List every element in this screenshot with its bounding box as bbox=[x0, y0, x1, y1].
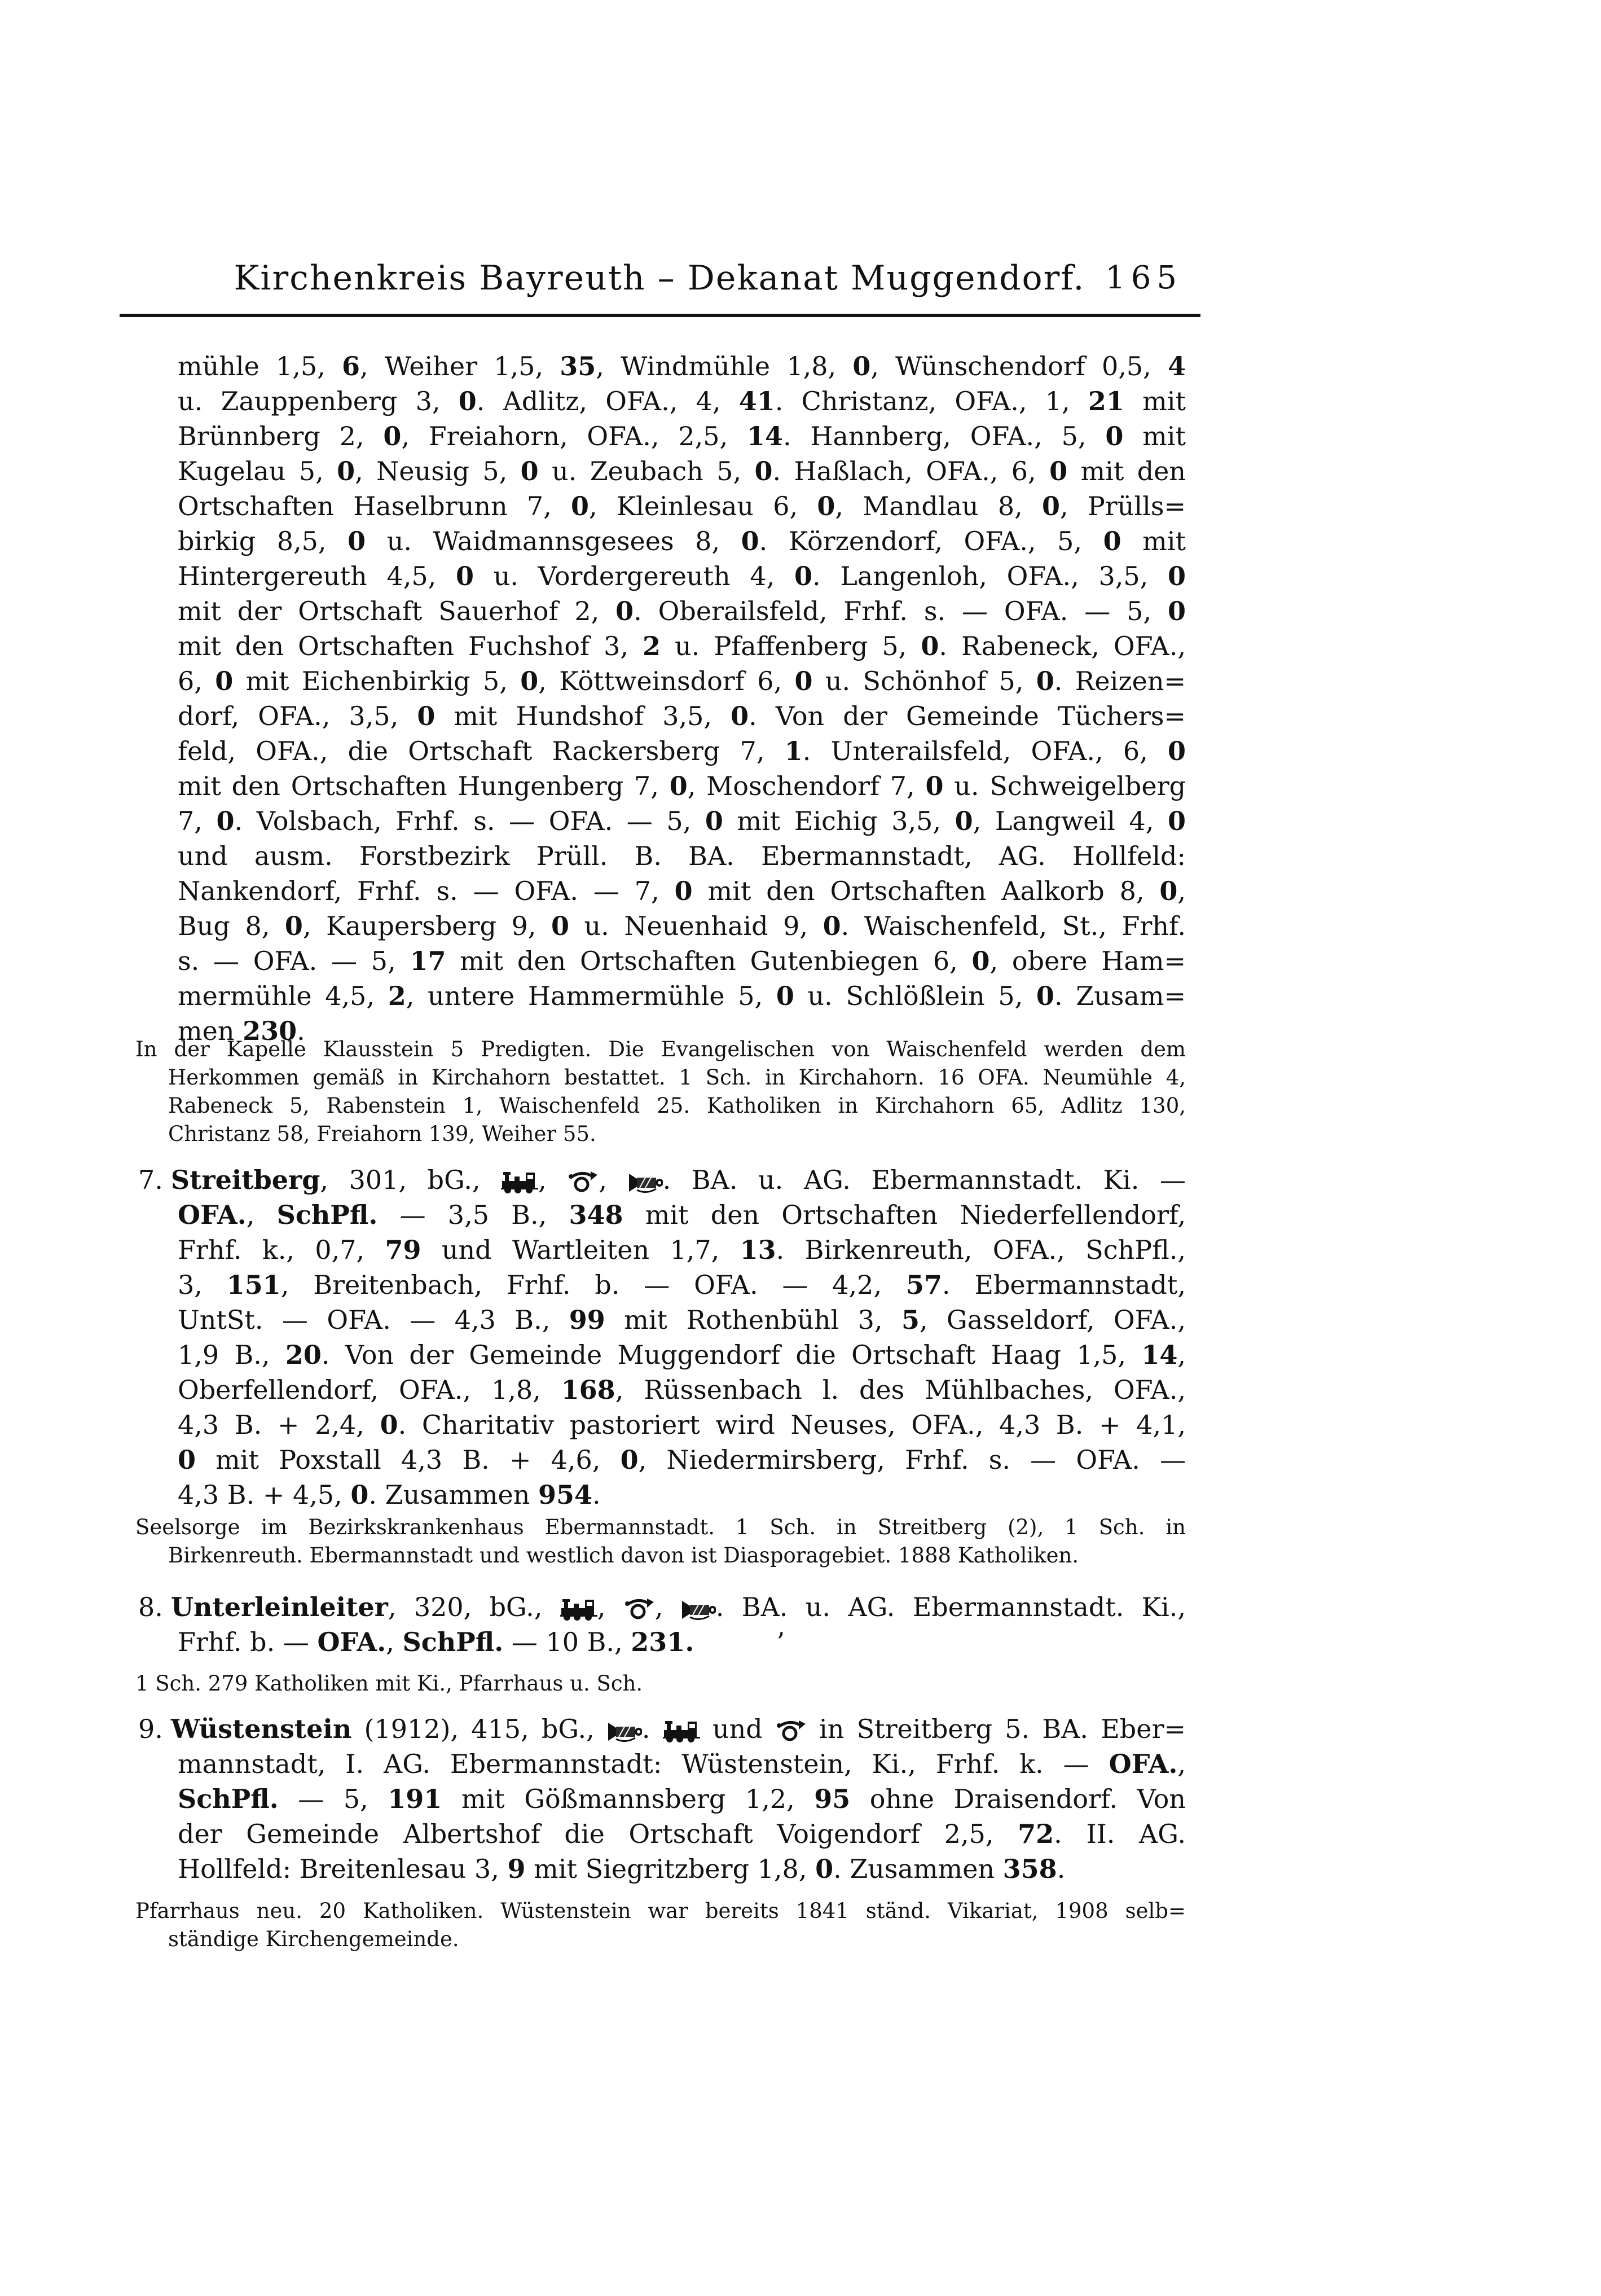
text-line: Hollfeld: Breitenlesau 3, 9 mit Siegritzberg 1,8, 0. Zusammen 358. bbox=[178, 1854, 1066, 1884]
bold-text: 5 bbox=[901, 1305, 920, 1335]
bold-text: 0 bbox=[551, 911, 569, 941]
text-line: ständige Kirchengemeinde. bbox=[168, 1927, 459, 1951]
bold-text: 0 bbox=[955, 806, 973, 836]
bold-text: 0 bbox=[794, 666, 813, 696]
bold-text: 0 bbox=[350, 1480, 369, 1510]
text-line: 1,9 B., 20. Von der Gemeinde Muggendorf die Ortschaft Haag 1,5, 14, bbox=[178, 1340, 1186, 1370]
bold-text: 0 bbox=[284, 911, 303, 941]
text-line: 7. Streitberg, 301, bG., , , . BA. u. AG. Ebermannstadt. Ki. — bbox=[138, 1162, 1186, 1197]
bold-text: 954 bbox=[538, 1480, 593, 1510]
bold-text: 6 bbox=[341, 351, 360, 381]
locomotive-icon bbox=[501, 1169, 538, 1194]
posthorn-icon bbox=[567, 1169, 599, 1194]
bold-text: 0 bbox=[925, 771, 944, 801]
text-line: In der Kapelle Klausstein 5 Predigten. Die Evangelischen von Waischenfeld werden dem bbox=[135, 1037, 1186, 1061]
bold-text: 0 bbox=[1167, 561, 1186, 591]
bold-text: Unterleinleiter bbox=[170, 1592, 388, 1622]
bold-text: 17 bbox=[410, 946, 446, 976]
bold-text: 0 bbox=[731, 701, 749, 731]
bold-text: 231. bbox=[631, 1627, 694, 1657]
bold-text: 0 bbox=[1036, 981, 1054, 1011]
text-line: Herkommen gemäß in Kirchahorn bestattet. 1 Sch. in Kirchahorn. 16 OFA. Neumühle 4, bbox=[168, 1065, 1186, 1090]
bold-text: 0 bbox=[815, 1854, 834, 1884]
bold-text: SchPfl. bbox=[276, 1200, 378, 1230]
locomotive-icon bbox=[663, 1718, 700, 1743]
bold-text: 191 bbox=[388, 1784, 442, 1814]
text-line: u. Zauppenberg 3, 0. Adlitz, OFA., 4, 41. Christanz, OFA., 1, 21 mit bbox=[178, 386, 1186, 416]
text-line: birkig 8,5, 0 u. Waidmannsgesees 8, 0. Körzendorf, OFA., 5, 0 mit bbox=[178, 526, 1186, 556]
text-line: 4,3 B. + 2,4, 0. Charitativ pastoriert wird Neuses, OFA., 4,3 B. + 4,1, bbox=[178, 1410, 1186, 1440]
text-line: der Gemeinde Albertshof die Ortschaft Voigendorf 2,5, 72. II. AG. bbox=[178, 1819, 1186, 1849]
bold-text: 2 bbox=[643, 631, 661, 661]
text-line: Kugelau 5, 0, Neusig 5, 0 u. Zeubach 5, 0. Haßlach, OFA., 6, 0 mit den bbox=[178, 456, 1186, 486]
text-line: mannstadt, I. AG. Ebermannstadt: Wüstenstein, Ki., Frhf. k. — OFA., bbox=[178, 1749, 1186, 1779]
text-line: 8. Unterleinleiter, 320, bG., , , . BA. u. AG. Ebermannstadt. Ki., bbox=[138, 1590, 1186, 1625]
telegraph-icon bbox=[607, 1720, 642, 1743]
telegraph-icon bbox=[628, 1171, 663, 1194]
bold-text: 0 bbox=[1168, 806, 1186, 836]
bold-text: 348 bbox=[569, 1200, 623, 1230]
bold-text: 0 bbox=[348, 526, 366, 556]
text-line: mit den Ortschaften Hungenberg 7, 0, Moschendorf 7, 0 u. Schweigelberg bbox=[178, 771, 1186, 801]
bold-text: 230 bbox=[243, 1016, 297, 1046]
text-line: s. — OFA. — 5, 17 mit den Ortschaften Gutenbiegen 6, 0, obere Ham= bbox=[178, 946, 1186, 976]
bold-text: 0 bbox=[1103, 526, 1121, 556]
page-header bbox=[120, 253, 1199, 304]
bold-text: 0 bbox=[380, 1410, 398, 1440]
entry-number: 7. bbox=[138, 1165, 163, 1195]
bold-text: 0 bbox=[705, 806, 723, 836]
text-line: Birkenreuth. Ebermannstadt und westlich davon ist Diasporagebiet. 1888 Katholiken. bbox=[168, 1543, 1079, 1568]
bold-text: 0 bbox=[383, 421, 402, 451]
bold-text: 0 bbox=[570, 491, 589, 521]
bold-text: 0 bbox=[458, 386, 477, 416]
bold-text: Wüstenstein bbox=[170, 1714, 352, 1744]
entry-number: 9. bbox=[138, 1714, 163, 1744]
note-klausstein bbox=[135, 1035, 1186, 1148]
bold-text: 0 bbox=[817, 491, 835, 521]
text-line: 6, 0 mit Eichenbirkig 5, 0, Köttweinsdorf 6, 0 u. Schönhof 5, 0. Reizen= bbox=[178, 666, 1186, 696]
text-line: mit den Ortschaften Fuchshof 3, 2 u. Pfaffenberg 5, 0. Rabeneck, OFA., bbox=[178, 631, 1186, 661]
entry-7-streitberg bbox=[138, 1162, 1186, 1512]
entry-continuation-kirchahorn bbox=[178, 349, 1186, 1048]
text-line: Bug 8, 0, Kaupersberg 9, 0 u. Neuenhaid 9, 0. Waischenfeld, St., Frhf. bbox=[178, 911, 1186, 941]
entry-8-unterleinleiter bbox=[138, 1590, 1186, 1660]
text-line: dorf, OFA., 3,5, 0 mit Hundshof 3,5, 0. Von der Gemeinde Tüchers= bbox=[178, 701, 1186, 731]
text-line: men 230. bbox=[178, 1016, 305, 1046]
bold-text: 41 bbox=[738, 386, 775, 416]
note-wuestenstein bbox=[135, 1897, 1186, 1953]
text-line: 9. Wüstenstein (1912), 415, bG., . und in Streitberg 5. BA. Eber= bbox=[138, 1711, 1186, 1746]
bold-text: 0 bbox=[1167, 596, 1186, 626]
text-line: mühle 1,5, 6, Weiher 1,5, 35, Windmühle 1,8, 0, Wünschendorf 0,5, 4 bbox=[178, 351, 1186, 381]
text-line: 4,3 B. + 4,5, 0. Zusammen 954. bbox=[178, 1480, 601, 1510]
text-line: 3, 151, Breitenbach, Frhf. b. — OFA. — 4,2, 57. Ebermannstadt, bbox=[178, 1270, 1186, 1300]
bold-text: 0 bbox=[971, 946, 990, 976]
bold-text: 0 bbox=[215, 666, 234, 696]
posthorn-icon bbox=[623, 1596, 655, 1621]
bold-text: 57 bbox=[905, 1270, 942, 1300]
bold-text: 0 bbox=[776, 981, 794, 1011]
bold-text: 0 bbox=[852, 351, 871, 381]
text-line: Nankendorf, Frhf. s. — OFA. — 7, 0 mit den Ortschaften Aalkorb 8, 0, bbox=[178, 876, 1186, 906]
bold-text: 0 bbox=[674, 876, 693, 906]
bold-text: 0 bbox=[417, 701, 436, 731]
entry-number: 8. bbox=[138, 1592, 163, 1622]
bold-text: 0 bbox=[669, 771, 688, 801]
bold-text: 79 bbox=[385, 1235, 421, 1265]
text-line: OFA., SchPfl. — 3,5 B., 348 mit den Ortschaften Niederfellendorf, bbox=[178, 1200, 1186, 1230]
text-line: UntSt. — OFA. — 4,3 B., 99 mit Rothenbühl 3, 5, Gasseldorf, OFA., bbox=[178, 1305, 1186, 1335]
bold-text: 0 bbox=[1041, 491, 1060, 521]
text-line: Ortschaften Haselbrunn 7, 0, Kleinlesau 6, 0, Mandlau 8, 0, Prülls= bbox=[178, 491, 1186, 521]
bold-text: OFA. bbox=[317, 1627, 386, 1657]
bold-text: 9 bbox=[507, 1854, 526, 1884]
page-number: 165 bbox=[1105, 260, 1182, 296]
posthorn-icon bbox=[775, 1718, 807, 1743]
bold-text: 168 bbox=[561, 1375, 615, 1405]
bold-text: 1 bbox=[784, 736, 803, 766]
telegraph-icon bbox=[681, 1599, 716, 1621]
entry-9-wuestenstein bbox=[138, 1711, 1186, 1886]
bold-text: OFA. bbox=[1109, 1749, 1178, 1779]
bold-text: 14 bbox=[746, 421, 783, 451]
note-streitberg bbox=[135, 1513, 1186, 1570]
bold-text: SchPfl. bbox=[178, 1784, 279, 1814]
text-line: und ausm. Forstbezirk Prüll. B. BA. Ebermannstadt, AG. Hollfeld: bbox=[178, 841, 1186, 871]
header-rule bbox=[120, 314, 1200, 317]
locomotive-icon bbox=[560, 1596, 597, 1621]
bold-text: 0 bbox=[741, 526, 759, 556]
text-line: Oberfellendorf, OFA., 1,8, 168, Rüssenbach l. des Mühlbaches, OFA., bbox=[178, 1375, 1186, 1405]
bold-text: 95 bbox=[814, 1784, 851, 1814]
running-title: Kirchenkreis Bayreuth – Dekanat Muggendorf. bbox=[234, 258, 1085, 298]
text-line: 1 Sch. 279 Katholiken mit Ki., Pfarrhaus u. Sch. bbox=[135, 1671, 643, 1696]
bold-text: 0 bbox=[1167, 736, 1186, 766]
text-line: Pfarrhaus neu. 20 Katholiken. Wüstenstein war bereits 1841 ständ. Vikariat, 1908 selb= bbox=[135, 1899, 1186, 1923]
bold-text: 0 bbox=[1105, 421, 1124, 451]
bold-text: Streitberg bbox=[170, 1165, 320, 1195]
text-line: SchPfl. — 5, 191 mit Gößmannsberg 1,2, 95 ohne Draisendorf. Von bbox=[178, 1784, 1186, 1814]
text-line: 7, 0. Volsbach, Frhf. s. — OFA. — 5, 0 mit Eichig 3,5, 0, Langweil 4, 0 bbox=[178, 806, 1186, 836]
bold-text: 0 bbox=[456, 561, 474, 591]
text-line: feld, OFA., die Ortschaft Rackersberg 7, 1. Unterailsfeld, OFA., 6, 0 bbox=[178, 736, 1186, 766]
bold-text: 0 bbox=[754, 456, 773, 486]
bold-text: 2 bbox=[388, 981, 406, 1011]
bold-text: 0 bbox=[615, 596, 634, 626]
bold-text: 35 bbox=[560, 351, 596, 381]
bold-text: 0 bbox=[794, 561, 813, 591]
text-line: Frhf. k., 0,7, 79 und Wartleiten 1,7, 13. Birkenreuth, OFA., SchPfl., bbox=[178, 1235, 1186, 1265]
bold-text: 0 bbox=[1049, 456, 1068, 486]
bold-text: 72 bbox=[1018, 1819, 1054, 1849]
text-line: Frhf. b. — OFA., SchPfl. — 10 B., 231. ’ bbox=[178, 1627, 785, 1657]
bold-text: 0 bbox=[216, 806, 235, 836]
bold-text: 21 bbox=[1088, 386, 1124, 416]
bold-text: 13 bbox=[740, 1235, 776, 1265]
bold-text: 0 bbox=[921, 631, 939, 661]
bold-text: 151 bbox=[226, 1270, 281, 1300]
bold-text: 0 bbox=[1159, 876, 1178, 906]
bold-text: 14 bbox=[1141, 1340, 1178, 1370]
bold-text: 0 bbox=[823, 911, 841, 941]
bold-text: 4 bbox=[1168, 351, 1186, 381]
bold-text: 20 bbox=[285, 1340, 322, 1370]
bold-text: 0 bbox=[337, 456, 355, 486]
text-line: Brünnberg 2, 0, Freiahorn, OFA., 2,5, 14. Hannberg, OFA., 5, 0 mit bbox=[178, 421, 1186, 451]
text-line: Hintergereuth 4,5, 0 u. Vordergereuth 4, 0. Langenloh, OFA., 3,5, 0 bbox=[178, 561, 1186, 591]
bold-text: 0 bbox=[520, 666, 539, 696]
bold-text: SchPfl. bbox=[402, 1627, 504, 1657]
text-line: mit der Ortschaft Sauerhof 2, 0. Oberailsfeld, Frhf. s. — OFA. — 5, 0 bbox=[178, 596, 1186, 626]
bold-text: 0 bbox=[520, 456, 539, 486]
text-line: Seelsorge im Bezirkskrankenhaus Ebermannstadt. 1 Sch. in Streitberg (2), 1 Sch. in bbox=[135, 1515, 1186, 1539]
text-line: 0 mit Poxstall 4,3 B. + 4,6, 0, Niedermirsberg, Frhf. s. — OFA. — bbox=[178, 1445, 1186, 1475]
bold-text: 0 bbox=[178, 1445, 196, 1475]
note-unterleinleiter bbox=[135, 1670, 1186, 1698]
bold-text: 358 bbox=[1002, 1854, 1057, 1884]
text-line: Rabeneck 5, Rabenstein 1, Waischenfeld 25. Katholiken in Kirchahorn 65, Adlitz 130, bbox=[168, 1094, 1186, 1118]
bold-text: 0 bbox=[1036, 666, 1054, 696]
bold-text: 99 bbox=[569, 1305, 605, 1335]
text-line: mermühle 4,5, 2, untere Hammermühle 5, 0 u. Schlößlein 5, 0. Zusam= bbox=[178, 981, 1186, 1011]
bold-text: OFA. bbox=[178, 1200, 247, 1230]
text-line: Christanz 58, Freiahorn 139, Weiher 55. bbox=[168, 1122, 596, 1146]
bold-text: 0 bbox=[620, 1445, 639, 1475]
